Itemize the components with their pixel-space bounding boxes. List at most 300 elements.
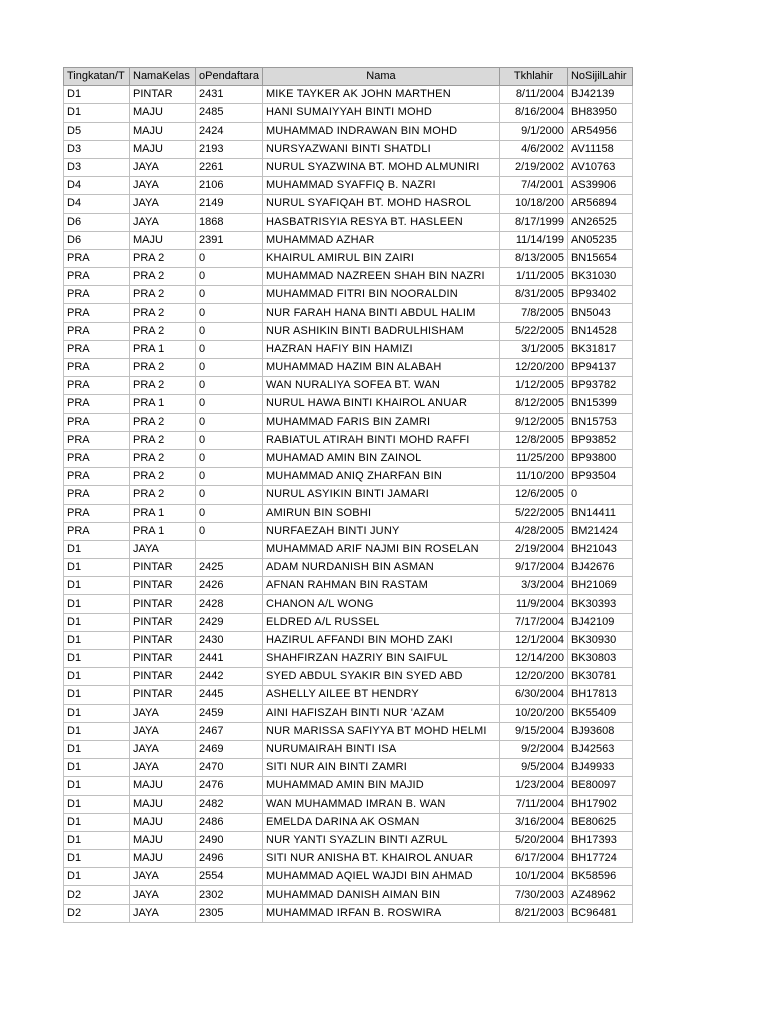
cell-nopendaftaran[interactable]: 0 xyxy=(196,468,263,486)
cell-tingkatan[interactable]: PRA xyxy=(64,268,130,286)
cell-nama[interactable]: NUR YANTI SYAZLIN BINTI AZRUL xyxy=(262,831,499,849)
cell-nama[interactable]: AMIRUN BIN SOBHI xyxy=(262,504,499,522)
cell-nosijillahir[interactable]: BJ42109 xyxy=(567,613,632,631)
cell-nopendaftaran[interactable]: 2193 xyxy=(196,140,263,158)
cell-nosijillahir[interactable]: BH17902 xyxy=(567,795,632,813)
table-row xyxy=(64,104,633,122)
cell-tkhlahir[interactable]: 3/1/2005 xyxy=(499,340,567,358)
table-row xyxy=(64,340,633,358)
cell-tkhlahir[interactable]: 12/20/200 xyxy=(499,668,567,686)
cell-tingkatan[interactable]: PRA xyxy=(64,249,130,267)
cell-tkhlahir[interactable]: 5/22/2005 xyxy=(499,322,567,340)
cell-tkhlahir[interactable]: 7/30/2003 xyxy=(499,886,567,904)
student-table xyxy=(63,67,633,923)
cell-tingkatan[interactable]: PRA xyxy=(64,359,130,377)
cell-tingkatan[interactable]: D2 xyxy=(64,886,130,904)
cell-nopendaftaran[interactable]: 2425 xyxy=(196,559,263,577)
cell-nama[interactable]: AINI HAFISZAH BINTI NUR 'AZAM xyxy=(262,704,499,722)
cell-tkhlahir[interactable]: 11/25/200 xyxy=(499,449,567,467)
cell-tingkatan[interactable]: PRA xyxy=(64,468,130,486)
cell-nama[interactable]: NURUL ASYIKIN BINTI JAMARI xyxy=(262,486,499,504)
cell-tingkatan[interactable]: D1 xyxy=(64,613,130,631)
cell-tingkatan[interactable]: PRA xyxy=(64,322,130,340)
cell-nopendaftaran[interactable]: 2486 xyxy=(196,813,263,831)
cell-tingkatan[interactable]: D4 xyxy=(64,195,130,213)
cell-namakelas[interactable]: PRA 1 xyxy=(130,395,196,413)
cell-nopendaftaran[interactable]: 2442 xyxy=(196,668,263,686)
cell-tkhlahir[interactable]: 9/1/2000 xyxy=(499,122,567,140)
cell-nosijillahir[interactable]: BK30393 xyxy=(567,595,632,613)
cell-namakelas[interactable]: JAYA xyxy=(130,886,196,904)
cell-namakelas[interactable]: JAYA xyxy=(130,195,196,213)
cell-nosijillahir[interactable]: BP93504 xyxy=(567,468,632,486)
cell-namakelas[interactable]: PINTAR xyxy=(130,559,196,577)
cell-nopendaftaran[interactable]: 0 xyxy=(196,340,263,358)
column-header-nama[interactable]: Nama xyxy=(262,68,499,86)
cell-namakelas[interactable]: MAJU xyxy=(130,831,196,849)
cell-nama[interactable]: MUHAMMAD AMIN BIN MAJID xyxy=(262,777,499,795)
cell-tingkatan[interactable]: D1 xyxy=(64,759,130,777)
cell-tingkatan[interactable]: D1 xyxy=(64,686,130,704)
cell-nama[interactable]: SITI NUR AIN BINTI ZAMRI xyxy=(262,759,499,777)
table-row xyxy=(64,650,633,668)
cell-namakelas[interactable]: PRA 2 xyxy=(130,268,196,286)
cell-namakelas[interactable]: PRA 2 xyxy=(130,486,196,504)
cell-nopendaftaran[interactable] xyxy=(196,540,263,558)
cell-nama[interactable]: MUHAMMAD FARIS BIN ZAMRI xyxy=(262,413,499,431)
cell-nosijillahir[interactable]: BK30781 xyxy=(567,668,632,686)
cell-nosijillahir[interactable]: BK58596 xyxy=(567,868,632,886)
cell-tingkatan[interactable]: D6 xyxy=(64,231,130,249)
cell-tkhlahir[interactable]: 8/31/2005 xyxy=(499,286,567,304)
cell-namakelas[interactable]: JAYA xyxy=(130,540,196,558)
cell-namakelas[interactable]: MAJU xyxy=(130,140,196,158)
cell-nama[interactable]: WAN MUHAMMAD IMRAN B. WAN xyxy=(262,795,499,813)
cell-nosijillahir[interactable]: BP93800 xyxy=(567,449,632,467)
cell-namakelas[interactable]: MAJU xyxy=(130,104,196,122)
cell-nopendaftaran[interactable]: 0 xyxy=(196,522,263,540)
cell-nosijillahir[interactable]: AR56894 xyxy=(567,195,632,213)
cell-tkhlahir[interactable]: 9/15/2004 xyxy=(499,722,567,740)
cell-namakelas[interactable]: MAJU xyxy=(130,795,196,813)
cell-tkhlahir[interactable]: 4/28/2005 xyxy=(499,522,567,540)
cell-nosijillahir[interactable]: BH83950 xyxy=(567,104,632,122)
cell-nosijillahir[interactable]: BN14411 xyxy=(567,504,632,522)
cell-nopendaftaran[interactable]: 2424 xyxy=(196,122,263,140)
cell-nosijillahir[interactable]: BK55409 xyxy=(567,704,632,722)
cell-namakelas[interactable]: PRA 2 xyxy=(130,377,196,395)
cell-nosijillahir[interactable]: AV10763 xyxy=(567,158,632,176)
cell-nopendaftaran[interactable]: 0 xyxy=(196,395,263,413)
cell-tingkatan[interactable]: PRA xyxy=(64,486,130,504)
cell-nopendaftaran[interactable]: 0 xyxy=(196,304,263,322)
cell-nopendaftaran[interactable]: 2430 xyxy=(196,631,263,649)
cell-nosijillahir[interactable]: 0 xyxy=(567,486,632,504)
cell-tkhlahir[interactable]: 12/1/2004 xyxy=(499,631,567,649)
cell-nama[interactable]: KHAIRUL AMIRUL BIN ZAIRI xyxy=(262,249,499,267)
cell-nopendaftaran[interactable]: 2302 xyxy=(196,886,263,904)
cell-namakelas[interactable]: JAYA xyxy=(130,904,196,922)
cell-nama[interactable]: HAZRAN HAFIY BIN HAMIZI xyxy=(262,340,499,358)
cell-namakelas[interactable]: PINTAR xyxy=(130,577,196,595)
cell-tkhlahir[interactable]: 9/2/2004 xyxy=(499,740,567,758)
cell-nosijillahir[interactable]: BM21424 xyxy=(567,522,632,540)
cell-nopendaftaran[interactable]: 1868 xyxy=(196,213,263,231)
cell-nosijillahir[interactable]: BH17813 xyxy=(567,686,632,704)
cell-tkhlahir[interactable]: 5/22/2005 xyxy=(499,504,567,522)
cell-nama[interactable]: HASBATRISYIA RESYA BT. HASLEEN xyxy=(262,213,499,231)
column-header-nopendaftaran[interactable]: oPendaftara xyxy=(196,68,263,86)
cell-tingkatan[interactable]: D1 xyxy=(64,104,130,122)
cell-nama[interactable]: NURSYAZWANI BINTI SHATDLI xyxy=(262,140,499,158)
cell-nopendaftaran[interactable]: 2490 xyxy=(196,831,263,849)
column-header-namakelas[interactable]: NamaKelas xyxy=(130,68,196,86)
cell-tkhlahir[interactable]: 1/11/2005 xyxy=(499,268,567,286)
cell-nama[interactable]: MUHAMAD AMIN BIN ZAINOL xyxy=(262,449,499,467)
cell-tingkatan[interactable]: PRA xyxy=(64,504,130,522)
cell-nopendaftaran[interactable]: 2431 xyxy=(196,86,263,104)
cell-nosijillahir[interactable]: BP93402 xyxy=(567,286,632,304)
table-row xyxy=(64,304,633,322)
cell-namakelas[interactable]: PRA 2 xyxy=(130,322,196,340)
cell-nama[interactable]: NUR MARISSA SAFIYYA BT MOHD HELMI xyxy=(262,722,499,740)
cell-tingkatan[interactable]: D1 xyxy=(64,595,130,613)
table-row xyxy=(64,759,633,777)
cell-nosijillahir[interactable]: BH21043 xyxy=(567,540,632,558)
cell-nama[interactable]: MUHAMMAD ANIQ ZHARFAN BIN xyxy=(262,468,499,486)
cell-tkhlahir[interactable]: 12/6/2005 xyxy=(499,486,567,504)
cell-nopendaftaran[interactable]: 0 xyxy=(196,449,263,467)
cell-nopendaftaran[interactable]: 2429 xyxy=(196,613,263,631)
cell-nopendaftaran[interactable]: 0 xyxy=(196,486,263,504)
cell-nopendaftaran[interactable]: 0 xyxy=(196,413,263,431)
cell-nama[interactable]: MUHAMMAD NAZREEN SHAH BIN NAZRI xyxy=(262,268,499,286)
cell-nama[interactable]: MUHAMMAD INDRAWAN BIN MOHD xyxy=(262,122,499,140)
cell-namakelas[interactable]: MAJU xyxy=(130,813,196,831)
cell-namakelas[interactable]: MAJU xyxy=(130,777,196,795)
cell-nopendaftaran[interactable]: 2106 xyxy=(196,177,263,195)
cell-namakelas[interactable]: PINTAR xyxy=(130,686,196,704)
cell-nosijillahir[interactable]: BK30803 xyxy=(567,650,632,668)
cell-tingkatan[interactable]: D1 xyxy=(64,795,130,813)
cell-nama[interactable]: ADAM NURDANISH BIN ASMAN xyxy=(262,559,499,577)
cell-nosijillahir[interactable]: BN15753 xyxy=(567,413,632,431)
cell-nopendaftaran[interactable]: 2469 xyxy=(196,740,263,758)
cell-tkhlahir[interactable]: 7/17/2004 xyxy=(499,613,567,631)
cell-nama[interactable]: NURUL HAWA BINTI KHAIROL ANUAR xyxy=(262,395,499,413)
cell-tkhlahir[interactable]: 5/20/2004 xyxy=(499,831,567,849)
cell-nosijillahir[interactable]: BJ42563 xyxy=(567,740,632,758)
cell-nopendaftaran[interactable]: 2261 xyxy=(196,158,263,176)
cell-nosijillahir[interactable]: BK31030 xyxy=(567,268,632,286)
table-row xyxy=(64,468,633,486)
cell-nama[interactable]: HANI SUMAIYYAH BINTI MOHD xyxy=(262,104,499,122)
cell-nopendaftaran[interactable]: 0 xyxy=(196,377,263,395)
cell-nosijillahir[interactable]: AN05235 xyxy=(567,231,632,249)
cell-tingkatan[interactable]: PRA xyxy=(64,413,130,431)
cell-nopendaftaran[interactable]: 0 xyxy=(196,286,263,304)
cell-nopendaftaran[interactable]: 2485 xyxy=(196,104,263,122)
cell-namakelas[interactable]: PINTAR xyxy=(130,631,196,649)
cell-nosijillahir[interactable]: BJ93608 xyxy=(567,722,632,740)
cell-namakelas[interactable]: PRA 2 xyxy=(130,468,196,486)
cell-tkhlahir[interactable]: 4/6/2002 xyxy=(499,140,567,158)
cell-tingkatan[interactable]: D1 xyxy=(64,831,130,849)
cell-tkhlahir[interactable]: 10/1/2004 xyxy=(499,868,567,886)
cell-tingkatan[interactable]: D5 xyxy=(64,122,130,140)
cell-tingkatan[interactable]: D1 xyxy=(64,86,130,104)
cell-tkhlahir[interactable]: 7/4/2001 xyxy=(499,177,567,195)
cell-tkhlahir[interactable]: 12/14/200 xyxy=(499,650,567,668)
cell-nopendaftaran[interactable]: 0 xyxy=(196,322,263,340)
cell-namakelas[interactable]: JAYA xyxy=(130,868,196,886)
cell-nama[interactable]: WAN NURALIYA SOFEA BT. WAN xyxy=(262,377,499,395)
cell-nopendaftaran[interactable]: 2149 xyxy=(196,195,263,213)
cell-tingkatan[interactable]: D4 xyxy=(64,177,130,195)
cell-nosijillahir[interactable]: BC96481 xyxy=(567,904,632,922)
cell-nosijillahir[interactable]: AS39906 xyxy=(567,177,632,195)
cell-namakelas[interactable]: JAYA xyxy=(130,213,196,231)
cell-tkhlahir[interactable]: 8/13/2005 xyxy=(499,249,567,267)
cell-nama[interactable]: HAZIRUL AFFANDI BIN MOHD ZAKI xyxy=(262,631,499,649)
column-header-tkhlahir[interactable]: Tkhlahir xyxy=(499,68,567,86)
cell-tkhlahir[interactable]: 11/9/2004 xyxy=(499,595,567,613)
cell-tingkatan[interactable]: D2 xyxy=(64,904,130,922)
cell-nopendaftaran[interactable]: 2441 xyxy=(196,650,263,668)
cell-nosijillahir[interactable]: BH17393 xyxy=(567,831,632,849)
cell-tingkatan[interactable]: PRA xyxy=(64,522,130,540)
cell-namakelas[interactable]: JAYA xyxy=(130,722,196,740)
cell-nosijillahir[interactable]: AV11158 xyxy=(567,140,632,158)
cell-nosijillahir[interactable]: BP94137 xyxy=(567,359,632,377)
cell-nama[interactable]: MUHAMMAD FITRI BIN NOORALDIN xyxy=(262,286,499,304)
cell-tkhlahir[interactable]: 9/5/2004 xyxy=(499,759,567,777)
cell-namakelas[interactable]: JAYA xyxy=(130,740,196,758)
table-row xyxy=(64,268,633,286)
cell-nopendaftaran[interactable]: 2305 xyxy=(196,904,263,922)
cell-nama[interactable]: MUHAMMAD SYAFFIQ B. NAZRI xyxy=(262,177,499,195)
cell-tingkatan[interactable]: PRA xyxy=(64,377,130,395)
cell-nopendaftaran[interactable]: 0 xyxy=(196,359,263,377)
cell-nama[interactable]: NURUMAIRAH BINTI ISA xyxy=(262,740,499,758)
cell-nosijillahir[interactable]: BE80625 xyxy=(567,813,632,831)
cell-nama[interactable]: MUHAMMAD HAZIM BIN ALABAH xyxy=(262,359,499,377)
cell-namakelas[interactable]: PRA 2 xyxy=(130,286,196,304)
cell-nama[interactable]: MUHAMMAD AZHAR xyxy=(262,231,499,249)
cell-nama[interactable]: SYED ABDUL SYAKIR BIN SYED ABD xyxy=(262,668,499,686)
cell-nosijillahir[interactable]: BN14528 xyxy=(567,322,632,340)
cell-nopendaftaran[interactable]: 2426 xyxy=(196,577,263,595)
cell-namakelas[interactable]: PRA 1 xyxy=(130,340,196,358)
table-row xyxy=(64,722,633,740)
cell-tkhlahir[interactable]: 9/12/2005 xyxy=(499,413,567,431)
cell-nama[interactable]: ASHELLY AILEE BT HENDRY xyxy=(262,686,499,704)
cell-tkhlahir[interactable]: 7/11/2004 xyxy=(499,795,567,813)
column-header-nosijillahir[interactable]: NoSijilLahir xyxy=(567,68,632,86)
cell-tkhlahir[interactable]: 12/20/200 xyxy=(499,359,567,377)
cell-tingkatan[interactable]: PRA xyxy=(64,431,130,449)
cell-tingkatan[interactable]: D6 xyxy=(64,213,130,231)
cell-nama[interactable]: NURFAEZAH BINTI JUNY xyxy=(262,522,499,540)
cell-tkhlahir[interactable]: 3/16/2004 xyxy=(499,813,567,831)
cell-namakelas[interactable]: MAJU xyxy=(130,231,196,249)
table-row xyxy=(64,195,633,213)
cell-tingkatan[interactable]: D1 xyxy=(64,577,130,595)
cell-namakelas[interactable]: PRA 2 xyxy=(130,304,196,322)
cell-nopendaftaran[interactable]: 0 xyxy=(196,431,263,449)
cell-nopendaftaran[interactable]: 2445 xyxy=(196,686,263,704)
cell-tkhlahir[interactable]: 8/17/1999 xyxy=(499,213,567,231)
cell-nopendaftaran[interactable]: 2482 xyxy=(196,795,263,813)
cell-nama[interactable]: MUHAMMAD DANISH AIMAN BIN xyxy=(262,886,499,904)
cell-nosijillahir[interactable]: BP93852 xyxy=(567,431,632,449)
column-header-tingkatan[interactable]: Tingkatan/T xyxy=(64,68,130,86)
cell-nama[interactable]: CHANON A/L WONG xyxy=(262,595,499,613)
cell-tingkatan[interactable]: D3 xyxy=(64,140,130,158)
cell-nosijillahir[interactable]: BE80097 xyxy=(567,777,632,795)
cell-namakelas[interactable]: JAYA xyxy=(130,158,196,176)
cell-namakelas[interactable]: JAYA xyxy=(130,704,196,722)
cell-nama[interactable]: NURUL SYAZWINA BT. MOHD ALMUNIRI xyxy=(262,158,499,176)
cell-nama[interactable]: EMELDA DARINA AK OSMAN xyxy=(262,813,499,831)
cell-tingkatan[interactable]: D1 xyxy=(64,540,130,558)
cell-tingkatan[interactable]: PRA xyxy=(64,304,130,322)
cell-nama[interactable]: SHAHFIRZAN HAZRIY BIN SAIFUL xyxy=(262,650,499,668)
cell-tingkatan[interactable]: D3 xyxy=(64,158,130,176)
cell-nopendaftaran[interactable]: 0 xyxy=(196,504,263,522)
cell-nama[interactable]: ELDRED A/L RUSSEL xyxy=(262,613,499,631)
cell-tingkatan[interactable]: PRA xyxy=(64,449,130,467)
table-row xyxy=(64,831,633,849)
cell-nopendaftaran[interactable]: 0 xyxy=(196,268,263,286)
cell-tkhlahir[interactable]: 8/21/2003 xyxy=(499,904,567,922)
cell-tingkatan[interactable]: D1 xyxy=(64,668,130,686)
cell-tkhlahir[interactable]: 11/10/200 xyxy=(499,468,567,486)
cell-nama[interactable]: MIKE TAYKER AK JOHN MARTHEN xyxy=(262,86,499,104)
cell-nopendaftaran[interactable]: 2470 xyxy=(196,759,263,777)
cell-nopendaftaran[interactable]: 2391 xyxy=(196,231,263,249)
cell-tkhlahir[interactable]: 8/12/2005 xyxy=(499,395,567,413)
cell-tkhlahir[interactable]: 2/19/2002 xyxy=(499,158,567,176)
cell-tkhlahir[interactable]: 10/18/200 xyxy=(499,195,567,213)
cell-tingkatan[interactable]: PRA xyxy=(64,340,130,358)
cell-nopendaftaran[interactable]: 2459 xyxy=(196,704,263,722)
cell-namakelas[interactable]: PINTAR xyxy=(130,86,196,104)
cell-tkhlahir[interactable]: 11/14/199 xyxy=(499,231,567,249)
cell-nosijillahir[interactable]: BK30930 xyxy=(567,631,632,649)
cell-nopendaftaran[interactable]: 2428 xyxy=(196,595,263,613)
table-row xyxy=(64,486,633,504)
cell-nama[interactable]: NURUL SYAFIQAH BT. MOHD HASROL xyxy=(262,195,499,213)
cell-tkhlahir[interactable]: 3/3/2004 xyxy=(499,577,567,595)
table-row xyxy=(64,86,633,104)
cell-nama[interactable]: MUHAMMAD AQIEL WAJDI BIN AHMAD xyxy=(262,868,499,886)
cell-tingkatan[interactable]: D1 xyxy=(64,722,130,740)
table-row xyxy=(64,322,633,340)
cell-nosijillahir[interactable]: BN15654 xyxy=(567,249,632,267)
cell-tingkatan[interactable]: D1 xyxy=(64,850,130,868)
cell-nosijillahir[interactable]: BJ42139 xyxy=(567,86,632,104)
cell-nosijillahir[interactable]: BH21069 xyxy=(567,577,632,595)
cell-nopendaftaran[interactable]: 0 xyxy=(196,249,263,267)
cell-nosijillahir[interactable]: BJ42676 xyxy=(567,559,632,577)
cell-nosijillahir[interactable]: AN26525 xyxy=(567,213,632,231)
cell-nama[interactable]: SITI NUR ANISHA BT. KHAIROL ANUAR xyxy=(262,850,499,868)
cell-tkhlahir[interactable]: 1/23/2004 xyxy=(499,777,567,795)
cell-nama[interactable]: AFNAN RAHMAN BIN RASTAM xyxy=(262,577,499,595)
cell-tingkatan[interactable]: D1 xyxy=(64,631,130,649)
cell-tingkatan[interactable]: PRA xyxy=(64,286,130,304)
cell-nopendaftaran[interactable]: 2496 xyxy=(196,850,263,868)
cell-nama[interactable]: MUHAMMAD IRFAN B. ROSWIRA xyxy=(262,904,499,922)
cell-tkhlahir[interactable]: 7/8/2005 xyxy=(499,304,567,322)
cell-namakelas[interactable]: PRA 1 xyxy=(130,504,196,522)
cell-namakelas[interactable]: PINTAR xyxy=(130,650,196,668)
cell-namakelas[interactable]: PINTAR xyxy=(130,613,196,631)
cell-namakelas[interactable]: MAJU xyxy=(130,850,196,868)
cell-nosijillahir[interactable]: BP93782 xyxy=(567,377,632,395)
cell-nosijillahir[interactable]: AZ48962 xyxy=(567,886,632,904)
cell-tingkatan[interactable]: D1 xyxy=(64,813,130,831)
cell-nopendaftaran[interactable]: 2467 xyxy=(196,722,263,740)
cell-tkhlahir[interactable]: 2/19/2004 xyxy=(499,540,567,558)
cell-nama[interactable]: RABIATUL ATIRAH BINTI MOHD RAFFI xyxy=(262,431,499,449)
cell-nama[interactable]: MUHAMMAD ARIF NAJMI BIN ROSELAN xyxy=(262,540,499,558)
cell-namakelas[interactable]: JAYA xyxy=(130,177,196,195)
cell-tingkatan[interactable]: D1 xyxy=(64,704,130,722)
cell-tkhlahir[interactable]: 6/17/2004 xyxy=(499,850,567,868)
table-row xyxy=(64,886,633,904)
table-row xyxy=(64,668,633,686)
cell-namakelas[interactable]: PINTAR xyxy=(130,595,196,613)
cell-tingkatan[interactable]: D1 xyxy=(64,650,130,668)
cell-tkhlahir[interactable]: 12/8/2005 xyxy=(499,431,567,449)
cell-nopendaftaran[interactable]: 2476 xyxy=(196,777,263,795)
cell-tingkatan[interactable]: PRA xyxy=(64,395,130,413)
cell-nosijillahir[interactable]: BH17724 xyxy=(567,850,632,868)
cell-tkhlahir[interactable]: 1/12/2005 xyxy=(499,377,567,395)
cell-namakelas[interactable]: PRA 2 xyxy=(130,249,196,267)
cell-namakelas[interactable]: PRA 2 xyxy=(130,413,196,431)
cell-namakelas[interactable]: MAJU xyxy=(130,122,196,140)
cell-tkhlahir[interactable]: 9/17/2004 xyxy=(499,559,567,577)
cell-tingkatan[interactable]: D1 xyxy=(64,559,130,577)
cell-nosijillahir[interactable]: BK31817 xyxy=(567,340,632,358)
cell-tingkatan[interactable]: D1 xyxy=(64,740,130,758)
cell-nama[interactable]: NUR ASHIKIN BINTI BADRULHISHAM xyxy=(262,322,499,340)
cell-namakelas[interactable]: PINTAR xyxy=(130,668,196,686)
cell-namakelas[interactable]: JAYA xyxy=(130,759,196,777)
cell-tingkatan[interactable]: D1 xyxy=(64,868,130,886)
cell-tkhlahir[interactable]: 6/30/2004 xyxy=(499,686,567,704)
cell-nama[interactable]: NUR FARAH HANA BINTI ABDUL HALIM xyxy=(262,304,499,322)
cell-nopendaftaran[interactable]: 2554 xyxy=(196,868,263,886)
cell-nosijillahir[interactable]: BN5043 xyxy=(567,304,632,322)
cell-namakelas[interactable]: PRA 2 xyxy=(130,449,196,467)
table-row xyxy=(64,595,633,613)
cell-tingkatan[interactable]: D1 xyxy=(64,777,130,795)
cell-namakelas[interactable]: PRA 1 xyxy=(130,522,196,540)
cell-nosijillahir[interactable]: BN15399 xyxy=(567,395,632,413)
cell-namakelas[interactable]: PRA 2 xyxy=(130,431,196,449)
cell-tkhlahir[interactable]: 10/20/200 xyxy=(499,704,567,722)
cell-tkhlahir[interactable]: 8/16/2004 xyxy=(499,104,567,122)
cell-namakelas[interactable]: PRA 2 xyxy=(130,359,196,377)
cell-nosijillahir[interactable]: BJ49933 xyxy=(567,759,632,777)
table-row xyxy=(64,777,633,795)
cell-tkhlahir[interactable]: 8/11/2004 xyxy=(499,86,567,104)
cell-nosijillahir[interactable]: AR54956 xyxy=(567,122,632,140)
